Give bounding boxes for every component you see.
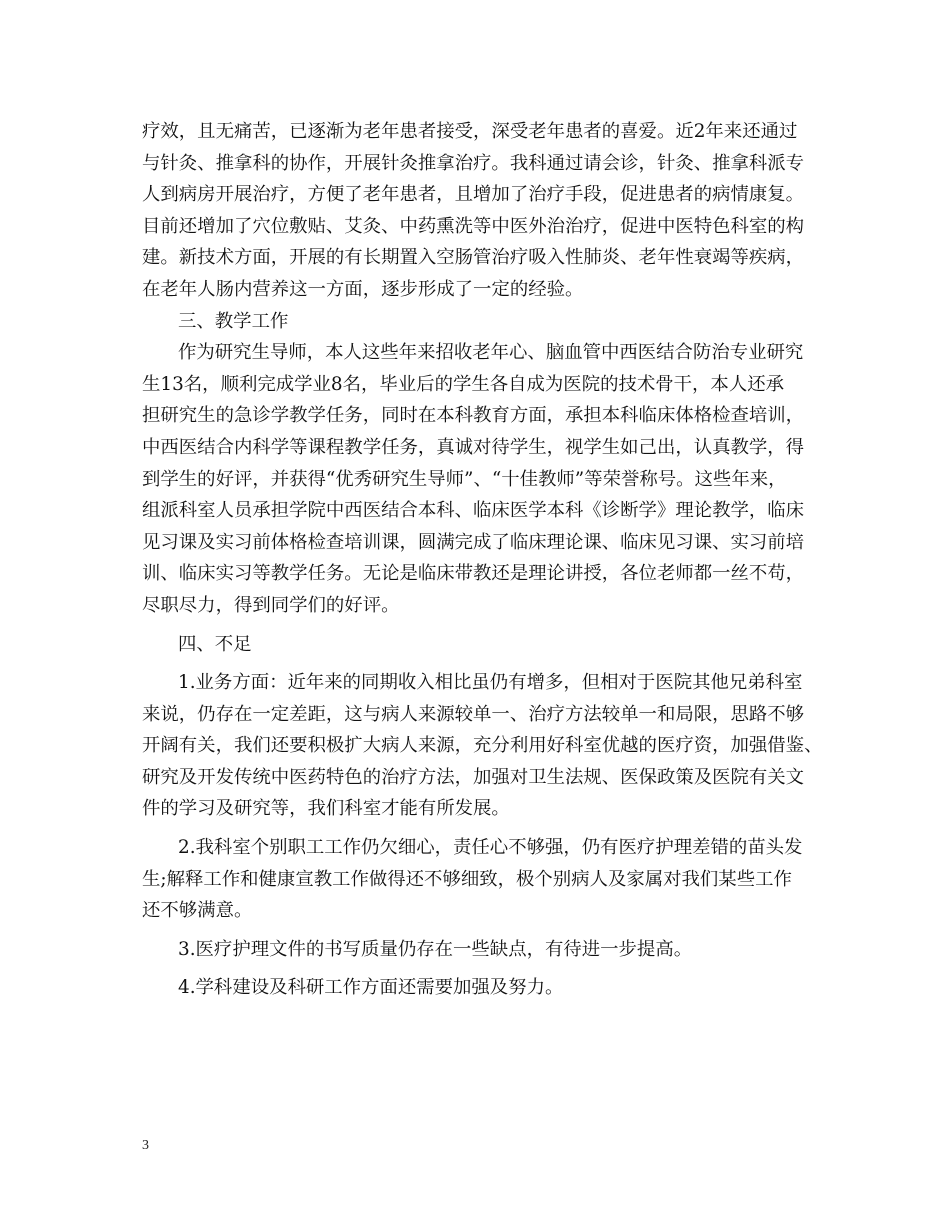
section-heading-shortcomings: 四、不足 (178, 633, 252, 655)
paragraph-line: 训、临床实习等教学任务。无论是临床带教还是理论讲授，各位老师都一丝不苟， (142, 563, 805, 585)
list-item-4: 4.学科建设及科研工作方面还需要加强及努力。 (178, 977, 564, 999)
paragraph-line: 尽职尽力，得到同学们的好评。 (142, 594, 400, 616)
paragraph-line: 组派科室人员承担学院中西医结合本科、临床医学本科《诊断学》理论教学，临床 (142, 500, 805, 522)
paragraph-line: 担研究生的急诊学教学任务，同时在本科教育方面，承担本科临床体格检查培训， (142, 405, 805, 427)
list-item-1: 1.业务方面：近年来的同期收入相比虽仍有增多，但相对于医院其他兄弟科室 (178, 672, 803, 694)
paragraph-line: 目前还增加了穴位敷贴、艾灸、中药熏洗等中医外治治疗，促进中医特色科室的构 (142, 215, 805, 237)
paragraph-line: 疗效，且无痛苦，已逐渐为老年患者接受，深受老年患者的喜爱。近2年来还通过 (142, 121, 798, 142)
paragraph-line: 中西医结合内科学等课程教学任务，真诚对待学生，视学生如己出，认真教学，得 (142, 436, 805, 458)
paragraph-line: 建。新技术方面，开展的有长期置入空肠管治疗吸入性肺炎、老年性衰竭等疾病， (142, 247, 805, 269)
paragraph-line: 还不够满意。 (142, 900, 253, 922)
section-heading-teaching: 三、教学工作 (178, 310, 289, 332)
paragraph-line: 生;解释工作和健康宣教工作做得还不够细致，极个别病人及家属对我们某些工作 (142, 868, 792, 890)
paragraph-line: 人到病房开展治疗，方便了老年患者，且增加了治疗手段，促进患者的病情康复。 (142, 184, 805, 206)
paragraph-line: 见习课及实习前体格检查培训课，圆满完成了临床理论课、临床见习课、实习前培 (142, 531, 805, 553)
document-body (142, 116, 842, 1004)
paragraph-line: 件的学习及研究等，我们科室才能有所发展。 (142, 798, 510, 820)
paragraph-line: 生13名，顺利完成学业8名，毕业后的学生各自成为医院的技术骨干，本人还承 (142, 373, 784, 395)
list-item-3: 3.医疗护理文件的书写质量仍存在一些缺点，有待进一步提高。 (178, 938, 693, 960)
paragraph-line: 在老年人肠内营养这一方面，逐步形成了一定的经验。 (142, 278, 584, 300)
paragraph-line: 开阔有关，我们还要积极扩大病人来源，充分利用好科室优越的医疗资，加强借鉴、 (142, 735, 823, 757)
paragraph-line: 到学生的好评，并获得“优秀研究生导师”、“十佳教师”等荣誉称号。这些年来， (142, 468, 787, 490)
paragraph-line: 作为研究生导师，本人这些年来招收老年心、脑血管中西医结合防治专业研究 (178, 342, 804, 364)
paragraph-line: 研究及开发传统中医药特色的治疗方法，加强对卫生法规、医保政策及医院有关文 (142, 766, 805, 788)
paragraph-line: 与针灸、推拿科的协作，开展针灸推拿治疗。我科通过请会诊，针灸、推拿科派专 (142, 152, 805, 174)
page-number: 3 (142, 1138, 149, 1153)
list-item-2: 2.我科室个别职工工作仍欠细心，责任心不够强，仍有医疗护理差错的苗头发 (178, 837, 803, 859)
paragraph-line: 来说，仍存在一定差距，这与病人来源较单一、治疗方法较单一和局限，思路不够 (142, 703, 805, 725)
